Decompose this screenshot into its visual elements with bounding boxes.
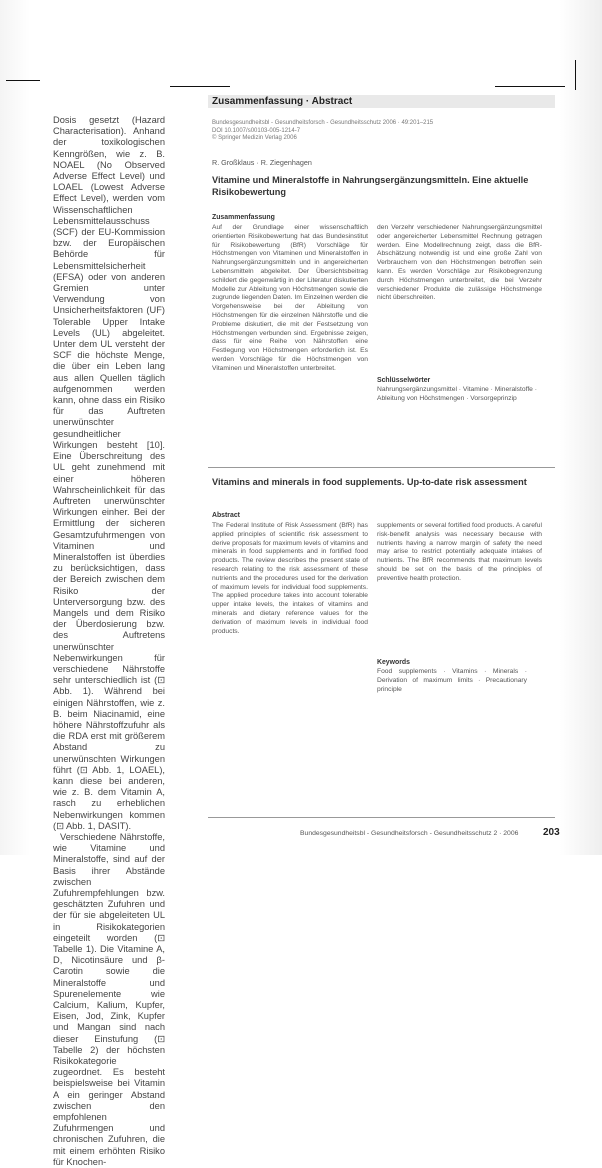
english-abstract-heading: Abstract: [212, 512, 240, 519]
german-title: Vitamine und Mineralstoffe in Nahrungsergänzungsmitteln. Eine aktuelle Risikobewertung: [212, 175, 529, 197]
english-abstract-col1: The Federal Institute of Risk Assessment (BfR) has applied principles of scientific risk assessment to derive proposals for maximum levels of vitamins and minerals in food supplements and in fortified food products. The review describes the present state of research relating to the risk assessment of these nutrients and the procedures used for the derivation of maximum levels for individual food supplements. The applied procedure takes into account tolerable upper intake levels, the intakes of vitamins and minerals and dietary reference values for the derivation of maximum levels in individual food products.: [212, 522, 368, 635]
body-paragraph: Verschiedene Nährstoffe, wie Vitamine und Mineralstoffe, sind auf der Basis ihrer Abstände zwischen Zufuhrempfehlungen bzw. geschätzten Zufuhren und der für sie abgeleiteten UL in Risikokategorien eingeteilt worden (⊡ Tabelle 1). Die Vitamine A, D, Nicotinsäure und β-Carotin sowie die Mineralstoffe und Spurenelemente wie Calcium, Kalium, Kupfer, Eisen, Jod, Zink, Kupfer und Mangan sind nach dieser Einstufung (⊡ Tabelle 2) der höchsten Risikokategorie zugeordnet. Es besteht beispielsweise bei Vitamin A ein geringer Abstand zwischen den empfohlenen Zufuhrmengen und chronischen Zufuhren, die mit einem erhöhten Risiko für Knochen-: [53, 832, 165, 1167]
english-abstract-col2: supplements or several fortified food products. A careful risk-benefit analysis was necessary because with nutrients having a narrow margin of safety the need may arise to restrict potentially adequate intakes of nutrients. The BfR recommends that maximum levels should be set on the basis of the principles of preventive health protection.: [377, 522, 542, 582]
body-text-column: [53, 115, 165, 1168]
english-keywords: Food supplements · Vitamins · Minerals · Derivation of maximum limits · Precautionary principle: [377, 668, 527, 693]
english-title: Vitamins and minerals in food supplements. Up-to-date risk assessment: [212, 477, 527, 487]
section-header: Zusammenfassung · Abstract: [212, 96, 353, 107]
footer-journal: Bundesgesundheitsbl - Gesundheitsforsch - Gesundheitsschutz 2 · 2006: [300, 830, 519, 837]
body-paragraph: Dosis gesetzt (Hazard Characterisation). Anhand der toxikologischen Kenngrößen, wie z. B. NOAEL (No Observed Adverse Effect Level) und LOAEL (Lowest Adverse Effect Level), werden vom Wissenschaftlichen Lebensmittelausschuss (SCF) der EU-Kommission bzw. der Europäischen Behörde für Lebensmittelsicherheit (EFSA) oder von anderen Gremien unter Verwendung von Unsicherheitsfaktoren (UF) Tolerable Upper Intake Levels (UL) abgeleitet. Unter dem UL versteht der SCF die höchste Menge, die über ein Leben lang aus allen Quellen täglich aufgenommen werden kann, ohne dass ein Risiko für das Auftreten unerwünschter gesundheitlicher Wirkungen besteht [10]. Eine Überschreitung des UL geht zunehmend mit einer höheren Wahrscheinlichkeit für das Auftreten unerwünschter Wirkungen einher. Bei der Ermittlung der sicheren Gesamtzufuhrmengen von Vitaminen und Mineralstoffen ist überdies zu berücksichtigen, dass der Bereich zwischen dem Risiko der Unterversorgung bzw. des Mangels und dem Risiko der Überdosierung bzw. des Auftretens unerwünschter Nebenwirkungen für verschiedene Nährstoffe sehr unterschiedlich ist (⊡ Abb. 1). Während bei einigen Nährstoffen, wie z. B. beim Niacinamid, eine höhere Nährstoffzufuhr als die RDA erst mit größerem Abstand zu unerwünschten Wirkungen führt (⊡ Abb. 1, LOAEL), kann diese bei anderen, wie z. B. dem Vitamin A, rasch zu erheblichen Nebenwirkungen kommen (⊡ Abb. 1, DASIT).: [53, 115, 165, 831]
english-keywords-heading: Keywords: [377, 659, 410, 666]
crop-mark-side: [575, 60, 576, 90]
authors: R. Großklaus · R. Ziegenhagen: [212, 158, 312, 167]
meta-line: © Springer Medizin Verlag 2006: [212, 135, 297, 142]
crop-mark-top: [170, 86, 230, 87]
german-abstract-col1: Auf der Grundlage einer wissenschaftlich orientierten Risikobewertung hat das Bundesinstitut für Risikobewertung (BfR) Vorschläge für Höchstmengen von Vitaminen und Mineralstoffen in Nahrungsergänzungsmitteln und in angereicherten Lebensmitteln abgeleitet. Der Übersichtsbeitrag schildert die gegenwärtig in der Literatur diskutierten Modelle zur Ableitung von Höchstmengen sowie die zugrunde liegenden Daten. Im Einzelnen werden die Vorgehensweise bei der Ableitung von Höchstmengen für die einzelnen Nährstoffe und die Probleme diskutiert, die mit der Festsetzung von Höchstmengen verbunden sind. Ergebnisse zeigen, dass für eine Reihe von Nährstoffen eine Festlegung von Höchstmengen erforderlich ist. Es werden Vorschläge für die Höchstmengen von Vitaminen und Mineralstoffen unterbreitet.: [212, 224, 368, 372]
divider: [208, 467, 555, 468]
german-abstract-col2: den Verzehr verschiedener Nahrungsergänzungsmittel oder angereicherter Lebensmittel Rechnung getragen werden. Eine Modellrechnung zeigt, dass die BfR-Abschätzung notwendig ist und eine große Zahl von Verbrauchern von den Höchstmengen betroffen sein kann. Es werden Vorschläge zur Risikobegrenzung durch Höchstmengen unterbreitet, die bei Verzehr verschiedener Produkte die zulässige Höchstmenge nicht überschreiten.: [377, 224, 542, 302]
crop-mark-top-left: [6, 80, 40, 81]
footer-rule: [208, 817, 555, 818]
german-keywords: Nahrungsergänzungsmittel · Vitamine · Mineralstoffe · Ableitung von Höchstmengen · Vorsorgeprinzip: [377, 386, 537, 402]
meta-line: DOI 10.1007/s00103-005-1214-7: [212, 127, 301, 134]
german-keywords-heading: Schlüsselwörter: [377, 377, 431, 384]
page-number: 203: [543, 827, 560, 838]
crop-mark-top-right: [495, 86, 565, 87]
citation-meta: [212, 120, 542, 143]
meta-line: Bundesgesundheitsbl - Gesundheitsforsch - Gesundheitsschutz 2006 · 49:201–215: [212, 120, 434, 126]
german-abstract-heading: Zusammenfassung: [212, 214, 275, 221]
